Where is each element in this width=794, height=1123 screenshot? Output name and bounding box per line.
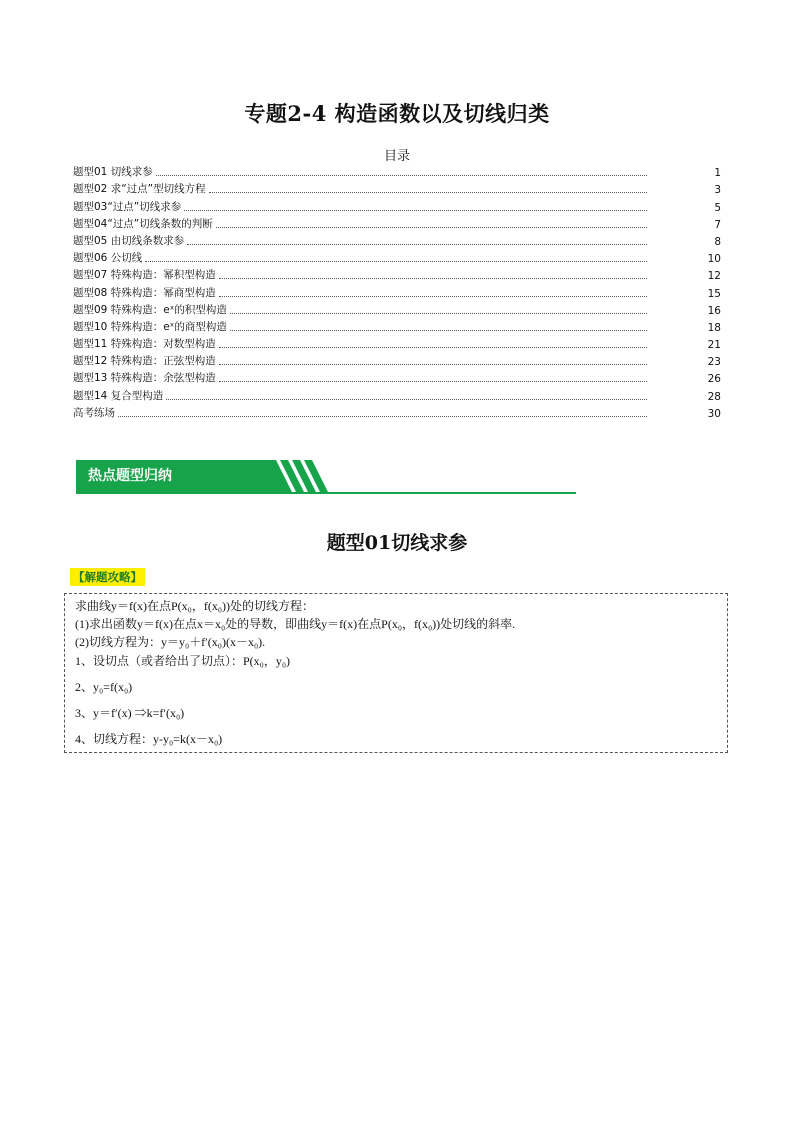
- dot-leader: [219, 375, 647, 382]
- toc-entry-page: 10: [707, 253, 721, 266]
- strategy-line: 4、切线方程：y-y₀=k(x－x₀): [75, 732, 223, 746]
- toc-entry-label: 题型02 求“过点”型切线方程: [73, 183, 206, 196]
- toc-entry-page: 1: [714, 167, 721, 180]
- toc-entry[interactable]: [73, 334, 721, 351]
- strategy-line: (1)求出函数y＝f(x)在点x＝x₀处的导数，即曲线y＝f(x)在点P(x₀，f(x₀))处切线的斜率.: [75, 617, 516, 631]
- table-of-contents: [73, 162, 721, 420]
- dot-leader: [118, 410, 647, 417]
- dot-leader: [219, 358, 647, 365]
- toc-entry-page: 3: [714, 184, 721, 197]
- toc-entry-label: 题型01 切线求参: [73, 166, 153, 179]
- toc-entry-page: 28: [707, 390, 721, 403]
- toc-entry-label: 题型03“过点”切线求参: [73, 200, 182, 213]
- toc-entry[interactable]: [73, 368, 721, 385]
- toc-entry-label: 题型10 特殊构造：eˣ的商型构造: [73, 320, 227, 333]
- toc-entry-label: 题型06 公切线: [73, 252, 143, 265]
- toc-entry-page: 26: [707, 373, 721, 386]
- toc-entry[interactable]: [73, 317, 721, 334]
- toc-entry-label: 题型07 特殊构造：幂积型构造: [73, 269, 216, 282]
- toc-entry-label: 题型08 特殊构造：幂商型构造: [73, 286, 216, 299]
- section-title: 题型01切线求参: [326, 532, 468, 554]
- dot-leader: [216, 221, 647, 228]
- banner-stripes-icon: [246, 460, 336, 492]
- toc-entry-page: 16: [707, 304, 721, 317]
- banner-underline: [76, 492, 576, 494]
- dot-leader: [145, 255, 647, 262]
- toc-entry-label: 题型14 复合型构造: [73, 389, 164, 402]
- toc-entry-label: 题型04“过点”切线条数的判断: [73, 217, 213, 230]
- dot-leader: [209, 186, 647, 193]
- toc-entry-label: 题型05 由切线条数求参: [73, 234, 185, 247]
- document-title: 专题2-4 构造函数以及切线归类: [244, 101, 550, 126]
- toc-entry[interactable]: [73, 300, 721, 317]
- dot-leader: [219, 272, 647, 279]
- toc-entry[interactable]: [73, 385, 721, 402]
- strategy-box: [64, 593, 728, 753]
- dot-leader: [230, 307, 647, 314]
- toc-entry-page: 18: [707, 321, 721, 334]
- toc-entry-page: 21: [707, 339, 721, 352]
- toc-entry-page: 30: [707, 407, 721, 420]
- dot-leader: [166, 393, 647, 400]
- toc-entry-page: 23: [707, 356, 721, 369]
- dot-leader: [187, 238, 647, 245]
- toc-entry[interactable]: [73, 179, 721, 196]
- toc-entry-label: 题型11 特殊构造：对数型构造: [73, 338, 216, 351]
- toc-entry[interactable]: [73, 231, 721, 248]
- dot-leader: [219, 341, 647, 348]
- toc-entry[interactable]: [73, 214, 721, 231]
- banner-label: 热点题型归纳: [76, 460, 254, 492]
- section-banner: [76, 460, 576, 494]
- strategy-line: 3、y＝f′(x) ⇒k=f′(x₀): [75, 706, 185, 720]
- toc-entry[interactable]: [73, 265, 721, 282]
- toc-entry-page: 15: [707, 287, 721, 300]
- dot-leader: [219, 290, 647, 297]
- toc-entry[interactable]: [73, 196, 721, 213]
- dot-leader: [230, 324, 647, 331]
- strategy-line: (2)切线方程为：y＝y₀＋f′(x₀)(x－x₀).: [75, 635, 266, 649]
- strategy-line: 2、y₀=f(x₀): [75, 680, 133, 694]
- toc-entry-label: 高考练场: [73, 406, 115, 419]
- toc-entry-page: 5: [714, 201, 721, 214]
- toc-entry[interactable]: [73, 248, 721, 265]
- toc-entry[interactable]: [73, 351, 721, 368]
- toc-entry-label: 题型09 特殊构造：eˣ的积型构造: [73, 303, 227, 316]
- toc-entry-page: 7: [714, 218, 721, 231]
- strategy-tag: 【解题攻略】: [70, 568, 145, 586]
- toc-entry-label: 题型13 特殊构造：余弦型构造: [73, 372, 216, 385]
- dot-leader: [156, 169, 647, 176]
- toc-entry[interactable]: [73, 162, 721, 179]
- toc-entry[interactable]: [73, 403, 721, 420]
- strategy-line: 求曲线y＝f(x)在点P(x₀，f(x₀))处的切线方程：: [75, 599, 315, 613]
- toc-entry-page: 12: [707, 270, 721, 283]
- toc-entry-page: 8: [714, 235, 721, 248]
- toc-entry[interactable]: [73, 282, 721, 299]
- toc-heading: 目录: [383, 149, 410, 164]
- dot-leader: [184, 204, 647, 211]
- strategy-line: 1、设切点（或者给出了切点）：P(x₀，y₀): [75, 654, 291, 668]
- toc-entry-label: 题型12 特殊构造：正弦型构造: [73, 355, 216, 368]
